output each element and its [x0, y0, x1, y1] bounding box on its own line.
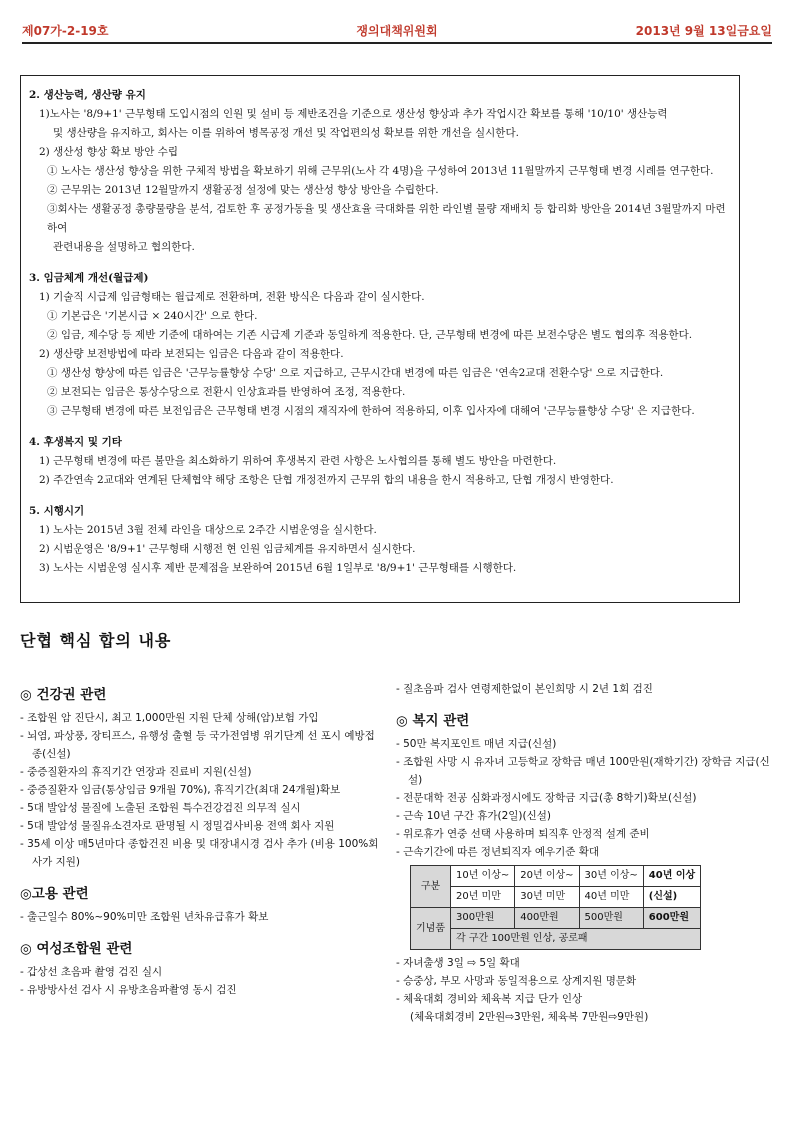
list-item: - 50만 복지포인트 매년 지급(신설): [396, 738, 557, 750]
women-heading: ◎ 여성조합원 관련: [20, 941, 133, 957]
list-item: - 승중상, 부모 사망과 동일적용으로 상계지원 명문화: [396, 975, 637, 987]
list-item: - 위로휴가 연중 선택 사용하며 퇴직후 안정적 설계 준비: [396, 828, 650, 840]
table-header-cell: 40년 이상: [643, 866, 700, 887]
table-row-label: 기념품: [411, 908, 451, 950]
paragraph: 2) 생산성 향상 확보 방안 수립: [39, 146, 179, 158]
list-item: - 조합원 사망 시 유자녀 고등학교 장학금 매년 100만원(재학기간) 장학금 지급(신설): [396, 756, 770, 786]
table-header-cell: 40년 미만: [579, 887, 643, 908]
table-cell: 400만원: [515, 908, 579, 929]
list-item: - 뇌염, 파상풍, 장티프스, 유행성 출혈 등 국가전염병 위기단계 선 포시 예방접종(신설): [20, 730, 375, 760]
list-item: - 5대 발암성 물질유소견자로 판명될 시 정밀검사비용 전액 회사 지원: [20, 820, 335, 832]
list-item: - 35세 이상 매5년마다 종합건진 비용 및 대장내시경 검사 추가 (비용 100%회사가 지원): [20, 838, 379, 868]
paragraph: 1) 기술직 시급제 임금형태는 월급제로 전환하며, 전환 방식은 다음과 같이 실시한다.: [39, 291, 425, 303]
paragraph: ② 임금, 제수당 등 제반 기준에 대하여는 기존 시급제 기준과 동일하게 적용한다. 단, 근무형태 변경에 따른 보전수당은 별도 협의후 적용한다.: [47, 329, 693, 341]
paragraph: 2) 생산량 보전방법에 따라 보전되는 임금은 다음과 같이 적용한다.: [39, 348, 344, 360]
paragraph: 관련내용을 설명하고 협의한다.: [53, 241, 195, 253]
paragraph: 1) 노사는 2015년 3월 전체 라인을 대상으로 2주간 시범운영을 실시한다.: [39, 524, 377, 536]
table-header-cell: 20년 이상~: [515, 866, 579, 887]
left-column: [20, 680, 380, 999]
list-item: - 조합원 암 진단시, 최고 1,000만원 지원 단체 상해(암)보험 가입: [20, 712, 319, 724]
list-item: - 체육대회 경비와 체육복 지급 단가 인상: [396, 993, 583, 1005]
section-title: 5. 시행시기: [29, 505, 85, 517]
table-note: 각 구간 100만원 인상, 공로패: [450, 929, 700, 950]
paragraph: ① 기본급은 '기본시급 × 240시간' 으로 한다.: [47, 310, 258, 322]
list-item: - 근속 10년 구간 휴가(2일)(신설): [396, 810, 551, 822]
issue-number: 제07가-2-19호: [22, 24, 109, 38]
table-cell: 300만원: [450, 908, 514, 929]
section-title: 3. 임금체계 개선(월급제): [29, 272, 149, 284]
health-heading: ◎ 건강권 관련: [20, 687, 107, 703]
paragraph: ③회사는 생활공정 총량물량을 분석, 검토한 후 공정가동율 및 생산효율 극대화를 위한 라인별 물량 재배치 등 합리화 방안을 2014년 3월말까지 마련하여: [47, 203, 726, 234]
table-header-cell: 30년 이상~: [579, 866, 643, 887]
paragraph: ① 생산성 향상에 따른 임금은 '근무능률향상 수당' 으로 지급하고, 근무시간대 변경에 따른 임금은 '연속2교대 전환수당' 으로 지급한다.: [47, 367, 664, 379]
list-item: (체육대회경비 2만원⇨3만원, 체육복 7만원⇨9만원): [410, 1011, 649, 1023]
paragraph: 2) 시범운영은 '8/9+1' 근무형태 시행전 현 인원 임금체계를 유지하면서 실시한다.: [39, 543, 416, 555]
list-item: - 중증질환자의 휴직기간 연장과 진료비 지원(신설): [20, 766, 252, 778]
list-item: - 유방방사선 검사 시 유방초음파촬영 동시 검진: [20, 984, 237, 996]
paragraph: ② 보전되는 임금은 통상수당으로 전환시 인상효과를 반영하여 조정, 적용한다.: [47, 386, 406, 398]
table-header-cell: 20년 미만: [450, 887, 514, 908]
list-item: - 출근일수 80%~90%미만 조합원 년차유급휴가 확보: [20, 911, 269, 923]
table-header-cell: (신설): [643, 887, 700, 908]
welfare-heading: ◎ 복지 관련: [396, 713, 470, 729]
header-divider: [22, 42, 772, 44]
paragraph: 및 생산량을 유지하고, 회사는 이를 위하여 병목공정 개선 및 작업편의성 확보를 위한 개선을 실시한다.: [53, 127, 519, 139]
list-item: - 중증질환자 임금(통상임금 9개월 70%), 휴직기간(최대 24개월)확보: [20, 784, 341, 796]
list-item: - 근속기간에 따른 정년퇴직자 예우기준 확대: [396, 846, 600, 858]
health-list: [20, 709, 380, 871]
list-item: - 갑상선 초음파 촬영 검진 실시: [20, 966, 163, 978]
page-title: 단협 핵심 합의 내용: [20, 631, 172, 650]
table-header-cell: 30년 미만: [515, 887, 579, 908]
list-item: - 질초음파 검사 연령제한없이 본인희망 시 2년 1회 검진: [396, 683, 653, 695]
right-column: [396, 680, 776, 1026]
agreement-box: [20, 75, 740, 603]
list-item: - 전문대학 전공 심화과정시에도 장학금 지급(총 8학기)확보(신설): [396, 792, 697, 804]
list-item: - 자녀출생 3일 ⇨ 5일 확대: [396, 957, 520, 969]
paragraph: 1) 근무형태 변경에 따른 불만을 최소화하기 위하여 후생복지 관련 사항은 노사협의를 통해 별도 방안을 마련한다.: [39, 455, 557, 467]
employment-heading: ◎고용 관련: [20, 886, 89, 902]
section-title: 4. 후생복지 및 기타: [29, 436, 122, 448]
paragraph: ② 근무위는 2013년 12월말까지 생활공정 설정에 맞는 생산성 향상 방안을 수립한다.: [47, 184, 439, 196]
publisher-name: 쟁의대책위원회: [356, 24, 438, 38]
table-header-cell: 10년 이상~: [450, 866, 514, 887]
paragraph: ① 노사는 생산성 향상을 위한 구체적 방법을 확보하기 위해 근무위(노사 각 4명)을 구성하여 2013년 11월말까지 근무형태 변경 시례를 연구한다.: [47, 165, 714, 177]
section-title: 2. 생산능력, 생산량 유지: [29, 89, 146, 101]
page-header: [22, 20, 772, 40]
table-row-label: 구분: [411, 866, 451, 908]
retirement-gift-table: [410, 865, 701, 950]
paragraph: ③ 근무형태 변경에 따른 보전임금은 근무형태 변경 시점의 재직자에 한하여 적용하되, 이후 입사자에 대해여 '근무능률향상 수당' 은 지급한다.: [47, 405, 695, 417]
publish-date: 2013년 9월 13일금요일: [635, 24, 772, 38]
paragraph: 3) 노사는 시범운영 실시후 제반 문제점을 보완하여 2015년 6월 1일부로 '8/9+1' 근무형태를 시행한다.: [39, 562, 517, 574]
table-cell: 500만원: [579, 908, 643, 929]
table-cell: 600만원: [643, 908, 700, 929]
paragraph: 2) 주간연속 2교대와 연계된 단체협약 해당 조항은 단협 개정전까지 근무위 합의 내용을 한시 적용하고, 단협 개정시 반영한다.: [39, 474, 614, 486]
list-item: - 5대 발암성 물질에 노출된 조합원 특수건강검진 의무적 실시: [20, 802, 301, 814]
paragraph: 1)노사는 '8/9+1' 근무형태 도입시점의 인원 및 설비 등 제반조건을 기준으로 생산성 향상과 추가 작업시간 확보를 통해 '10/10' 생산능력: [39, 108, 668, 120]
